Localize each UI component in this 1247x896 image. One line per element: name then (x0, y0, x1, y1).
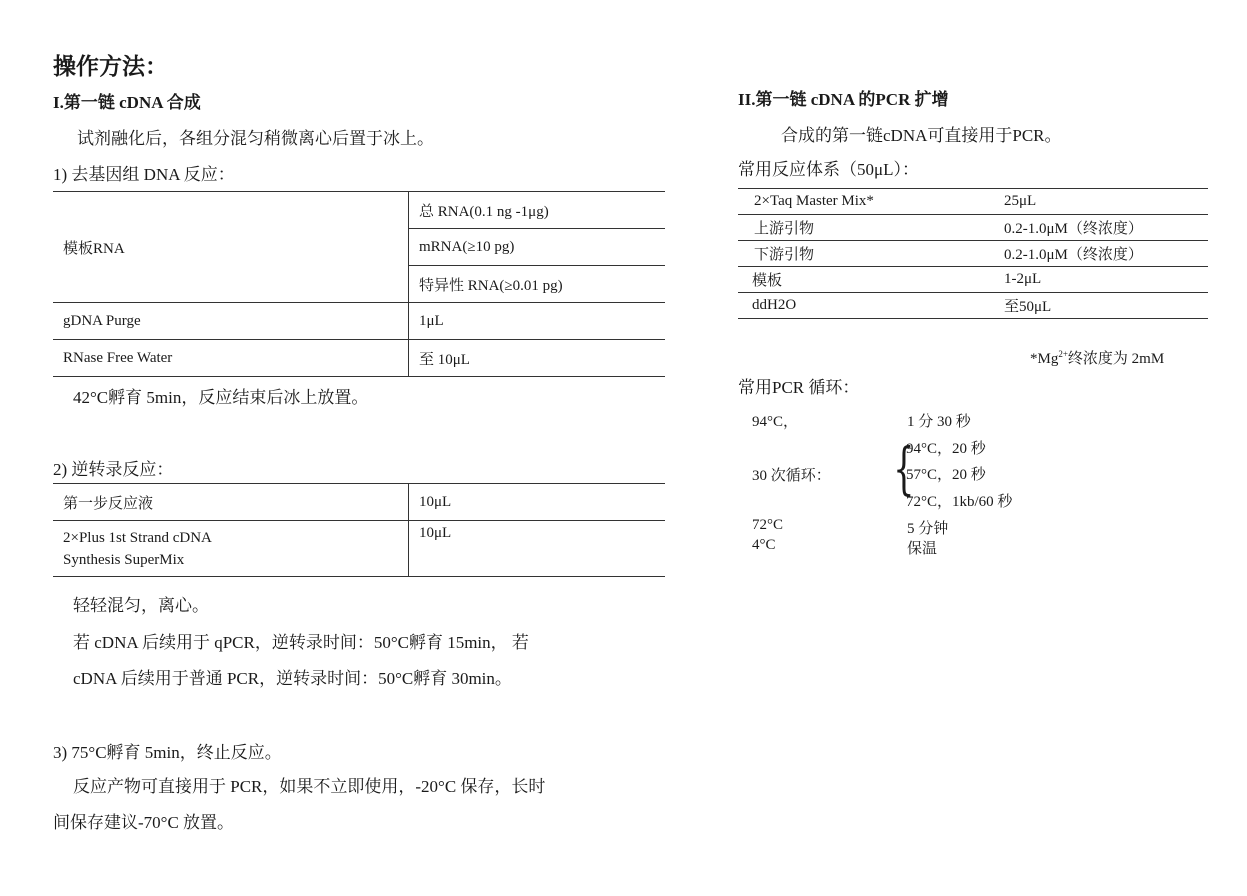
table-cell-value: 1-2μL (1004, 267, 1208, 293)
final-ext-temp: 72°C (752, 517, 784, 533)
name-line: Synthesis SuperMix (63, 551, 185, 568)
table-cell-value: 1μL (409, 303, 666, 340)
page-title: 操作方法： (53, 54, 168, 79)
table-cell-value: 至50μL (1004, 293, 1208, 319)
section2-heading: II.第一链 cDNA 的PCR 扩增 (738, 90, 949, 109)
name-line: 2×Plus 1st Strand cDNA (63, 529, 212, 546)
step1-label: 1) 去基因组 DNA 反应： (53, 165, 235, 184)
hold-temp: 4°C (752, 537, 776, 553)
reverse-transcription-table (53, 483, 665, 577)
step2-note2-line2: cDNA 后续用于普通 PCR，逆转录时间：50°C孵育 30min。 (73, 669, 512, 688)
table-cell-value: 10μL (409, 521, 666, 577)
table-cell-name: 2×Taq Master Mix* (738, 189, 1004, 215)
table-cell-name: RNase Free Water (53, 340, 409, 377)
step3-label: 3) 75°C孵育 5min，终止反应。 (53, 743, 282, 762)
step3-note-line1: 反应产物可直接用于 PCR，如果不立即使用，-20°C 保存，长时 (73, 777, 546, 796)
template-option: 总 RNA(0.1 ng -1μg) (409, 192, 666, 229)
table-cell-value: 10μL (409, 484, 666, 521)
step3-note-line2: 间保存建议-70°C 放置。 (53, 813, 235, 832)
table-cell-value: 至 10μL (409, 340, 666, 377)
step1-note: 42°C孵育 5min，反应结束后冰上放置。 (73, 388, 369, 407)
loop-label: 30 次循环： (752, 468, 831, 484)
table-cell-name: 第一步反应液 (53, 484, 409, 521)
loop-step: 72°C，1kb/60 秒 (906, 494, 1013, 510)
table-cell-name: 上游引物 (738, 215, 1004, 241)
table-cell-value: 25μL (1004, 189, 1208, 215)
final-ext-time: 5 分钟 (907, 521, 949, 537)
cycle-label: 常用PCR 循环： (738, 378, 860, 397)
table-cell-name (53, 521, 409, 577)
section2-intro: 合成的第一链cDNA可直接用于PCR。 (781, 126, 1062, 145)
template-rna-label: 模板RNA (53, 192, 409, 303)
footnote-prefix: *Mg (1030, 351, 1059, 367)
brace-icon: { (893, 437, 915, 502)
template-option: mRNA(≥10 pg) (409, 229, 666, 266)
table-cell-name: ddH2O (738, 293, 1004, 319)
template-option: 特异性 RNA(≥0.01 pg) (409, 266, 666, 303)
hold-time: 保温 (907, 541, 938, 557)
mg-footnote (1030, 347, 1164, 368)
initial-denature-time: 1 分 30 秒 (907, 414, 971, 430)
table-cell-name: 下游引物 (738, 241, 1004, 267)
table-cell-name: 模板 (738, 267, 1004, 293)
gdna-removal-table (53, 191, 665, 377)
pcr-reaction-table (738, 188, 1208, 319)
initial-denature-temp: 94°C， (752, 414, 799, 430)
step2-note2-line1: 若 cDNA 后续用于 qPCR，逆转录时间：50°C孵育 15min， 若 (73, 633, 529, 652)
table-cell-name: gDNA Purge (53, 303, 409, 340)
table-cell-value: 0.2-1.0μM（终浓度） (1004, 241, 1208, 267)
loop-step: 57°C，20 秒 (906, 467, 986, 483)
step2-note1: 轻轻混匀，离心。 (73, 596, 209, 615)
system-label: 常用反应体系（50μL）： (738, 160, 919, 179)
section1-heading: I.第一链 cDNA 合成 (53, 93, 201, 112)
footnote-suffix: 终浓度为 2mM (1067, 351, 1165, 367)
loop-step: 94°C，20 秒 (906, 441, 986, 457)
table-cell-value: 0.2-1.0μM（终浓度） (1004, 215, 1208, 241)
footnote-sup: 2+ (1058, 349, 1068, 359)
step2-label: 2) 逆转录反应： (53, 460, 174, 479)
section1-intro: 试剂融化后，各组分混匀稍微离心后置于冰上。 (77, 129, 434, 148)
